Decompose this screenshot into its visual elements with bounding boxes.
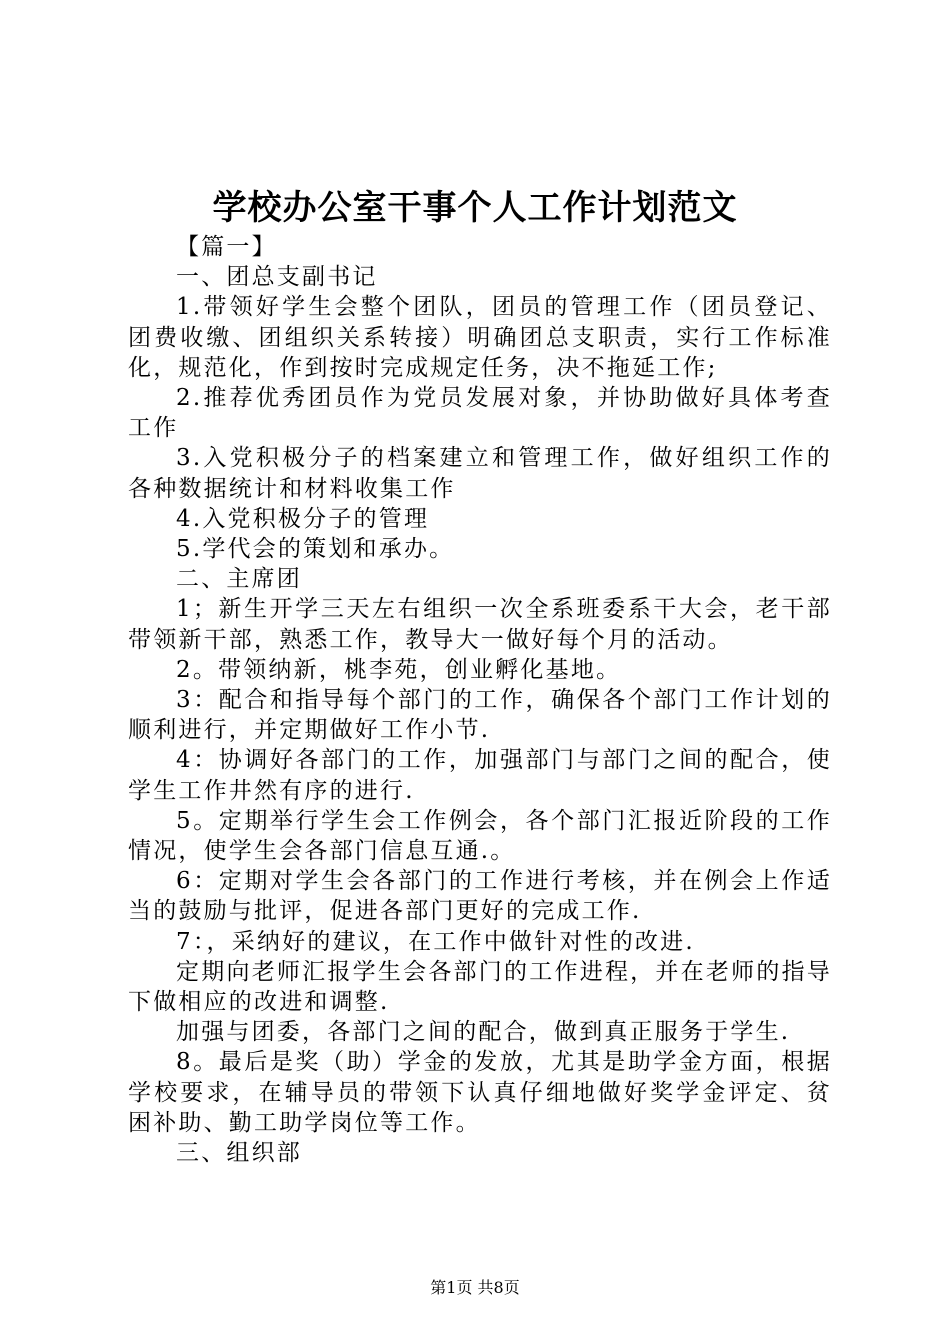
body-paragraph: 加强与团委，各部门之间的配合，做到真正服务于学生. (176, 1019, 791, 1046)
document-title: 学校办公室干事个人工作计划范文 (212, 188, 738, 228)
body-paragraph: 3.入党积极分子的档案建立和管理工作，做好组织工作的各种数据统计和材料收集工作 (128, 445, 832, 502)
body-paragraph: 7：，采纳好的建议，在工作中做针对性的改进. (176, 928, 695, 955)
body-paragraph: 8。最后是奖（助）学金的发放，尤其是助学金方面，根据学校要求，在辅导员的带领下认真仔细地做好奖学金评定、贫困补助、勤工助学岗位等工作。 (128, 1049, 832, 1136)
body-paragraph: 2。带领纳新，桃李苑，创业孵化基地。 (176, 656, 622, 683)
page-number-footer: 第1页 共8页 (430, 1278, 520, 1297)
document-body (128, 232, 832, 1168)
body-paragraph: 5.学代会的策划和承办。 (176, 536, 455, 563)
body-paragraph: 1；新生开学三天左右组织一次全系班委系干大会，老干部带领新干部，熟悉工作，教导大一做好每个月的活动。 (128, 596, 832, 653)
body-paragraph: 4.入党积极分子的管理 (176, 505, 430, 532)
body-paragraph: 1.带领好学生会整个团队，团员的管理工作（团员登记、团费收缴、团组织关系转接）明确团总支职责，实行工作标准化，规范化，作到按时完成规定任务，决不拖延工作; (128, 294, 832, 381)
body-paragraph: 5。定期举行学生会工作例会，各个部门汇报近阶段的工作情况，使学生会各部门信息互通.。 (128, 807, 832, 865)
body-paragraph: 6：定期对学生会各部门的工作进行考核，并在例会上作适当的鼓励与批评，促进各部门更好的完成工作. (128, 868, 832, 925)
section-marker: 【篇一】 (176, 234, 277, 260)
section-heading: 二、主席团 (176, 566, 302, 593)
body-paragraph: 2.推荐优秀团员作为党员发展对象，并协助做好具体考查工作 (128, 385, 832, 442)
body-paragraph: 定期向老师汇报学生会各部门的工作进程，并在老师的指导下做相应的改进和调整. (128, 958, 832, 1016)
body-paragraph: 4：协调好各部门的工作，加强部门与部门之间的配合，使学生工作井然有序的进行. (128, 747, 832, 804)
section-heading: 三、组织部 (176, 1140, 302, 1167)
body-paragraph: 3：配合和指导每个部门的工作，确保各个部门工作计划的顺利进行，并定期做好工作小节. (128, 687, 832, 744)
section-heading: 一、团总支副书记 (176, 264, 378, 291)
